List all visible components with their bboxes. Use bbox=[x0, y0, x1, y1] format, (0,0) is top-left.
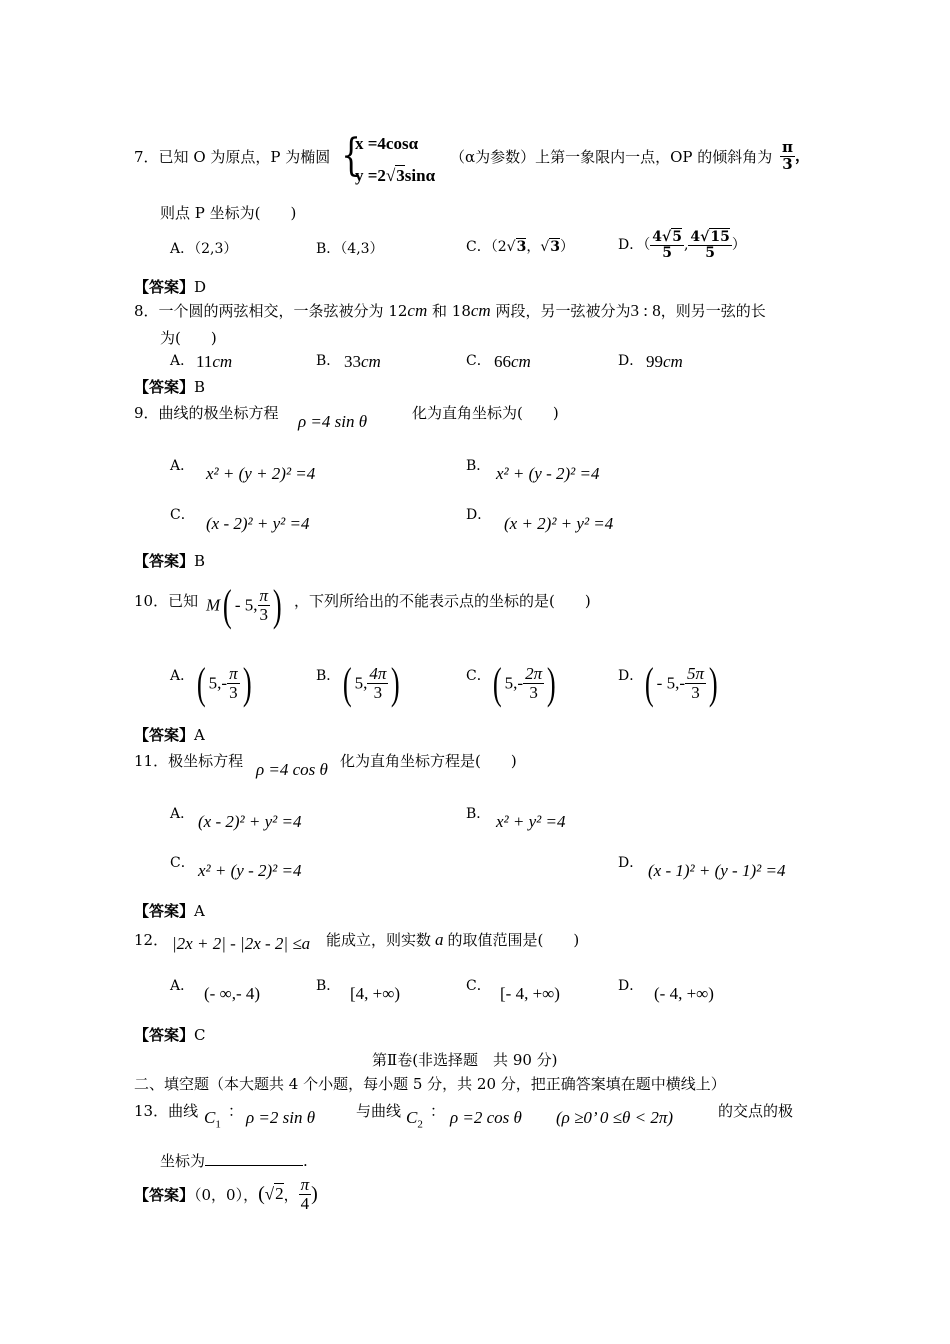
q13-colon2: ： bbox=[430, 1102, 446, 1120]
q9-option-b-label: B． bbox=[466, 458, 491, 474]
q10-option-d-label: D． bbox=[618, 668, 644, 684]
q11-option-a: (x - 2)² + y² =4 bbox=[198, 812, 302, 831]
q8-option-d: D． bbox=[618, 353, 644, 369]
q9-equation: ρ =4 sin θ bbox=[298, 412, 368, 431]
q11-line1-cont: 化为直角坐标方程是( ) bbox=[340, 752, 517, 770]
q13-curve-c2: $C_2$ bbox=[406, 1108, 423, 1131]
q8-option-c-val: 66cm bbox=[494, 352, 531, 371]
left-brace-icon: { bbox=[341, 130, 361, 181]
q12-option-d-label: D． bbox=[618, 978, 644, 994]
q9-answer: 【答案】B bbox=[134, 552, 206, 570]
q11-option-a-label: A． bbox=[170, 806, 195, 822]
q10-option-a-label: A． bbox=[170, 668, 195, 684]
q13-line2: 坐标为 . bbox=[160, 1152, 308, 1170]
q10-option-b-label: B． bbox=[316, 668, 341, 684]
q9-line1: 9．曲线的极坐标方程 bbox=[134, 404, 279, 422]
q9-option-d: (x + 2)² + y² =4 bbox=[504, 514, 614, 533]
q10-option-c-label: C． bbox=[466, 668, 491, 684]
q7-line1-cont: （α为参数）上第一象限内一点，OP 的倾斜角为 bbox=[450, 148, 773, 166]
q10-option-c: ( 5,- $\frac{2\pi}{3}$ ) bbox=[492, 659, 556, 708]
q10-option-a: ( 5,- $\frac{\pi}{3}$ ) bbox=[196, 659, 252, 708]
q13-colon1: ： bbox=[228, 1102, 244, 1120]
q12-option-a-label: A． bbox=[170, 978, 195, 994]
q9-option-c: (x - 2)² + y² =4 bbox=[206, 514, 310, 533]
q13-text-b: 与曲线 bbox=[356, 1102, 402, 1120]
q12-answer: 【答案】C bbox=[134, 1026, 206, 1044]
q13-text-c: 的交点的极 bbox=[718, 1102, 794, 1120]
q11-option-d: (x - 1)² + (y - 1)² =4 bbox=[648, 861, 786, 880]
q7-text: 已知 O 为原点，P 为椭圆 bbox=[158, 148, 331, 166]
q10-answer: 【答案】A bbox=[134, 726, 205, 744]
q13-answer: 【答案】（0，0），(√2， $\frac{\pi}{4}$ ) bbox=[134, 1175, 318, 1213]
q8-option-b: B． bbox=[316, 353, 341, 369]
q9-option-c-label: C． bbox=[170, 507, 195, 523]
q7-system-line2: y =2√3sinα bbox=[355, 166, 436, 185]
section-title: 第Ⅱ卷(非选择题 共 90 分) bbox=[372, 1051, 558, 1069]
q7-answer: 【答案】D bbox=[134, 278, 207, 296]
q8-line2: 为( ) bbox=[160, 329, 217, 347]
q11-equation: ρ =4 cos θ bbox=[256, 760, 328, 779]
q8-option-a: A． bbox=[170, 353, 195, 369]
q13-equation1: ρ =2 sin θ bbox=[246, 1108, 316, 1127]
q8-option-a-val: 11cm bbox=[196, 352, 233, 371]
q7-option-d: D．（ $\frac{4√5}{5}$ , $\frac{4√15}{5}$ ） bbox=[618, 229, 746, 261]
q8-option-d-val: 99cm bbox=[646, 352, 683, 371]
q9-option-b: x² + (y - 2)² =4 bbox=[496, 464, 600, 483]
q12-option-b: [4, +∞) bbox=[350, 984, 401, 1003]
q12-option-a: (- ∞,- 4) bbox=[204, 984, 261, 1003]
q10-line1: 10．已知 bbox=[134, 592, 199, 610]
q13-condition: (ρ ≥0’ 0 ≤θ < 2π) bbox=[556, 1108, 674, 1127]
answer-blank[interactable] bbox=[205, 1151, 303, 1166]
q12-option-b-label: B． bbox=[316, 978, 341, 994]
q7-angle: $\frac{\pi}{3}$ ， bbox=[782, 138, 810, 173]
q13-curve-c1: $C_1$ bbox=[204, 1108, 221, 1131]
q7-line1 bbox=[134, 146, 330, 167]
q7-line2: 则点 P 坐标为( ) bbox=[160, 204, 297, 222]
q11-option-d-label: D． bbox=[618, 855, 644, 871]
section-subtitle: 二、填空题（本大题共 4 个小题，每小题 5 分，共 20 分，把正确答案填在题中横线上） bbox=[134, 1075, 726, 1093]
q12-number: 12． bbox=[134, 931, 169, 949]
q8-answer: 【答案】B bbox=[134, 378, 206, 396]
q10-line1-cont: ，下列所给出的不能表示点的坐标的是( ) bbox=[294, 592, 591, 610]
q7-number: 7． bbox=[134, 148, 159, 166]
q9-line1-cont: 化为直角坐标为( ) bbox=[412, 404, 559, 422]
q8-option-c: C． bbox=[466, 353, 491, 369]
q8-option-b-val: 33cm bbox=[344, 352, 381, 371]
q7-system-line1: x =4cosα bbox=[355, 134, 419, 153]
q11-option-b-label: B． bbox=[466, 806, 491, 822]
q13-line1: 13．曲线 bbox=[134, 1102, 199, 1120]
q12-option-c: [- 4, +∞) bbox=[500, 984, 560, 1003]
q12-line1-cont: 能成立，则实数 a 的取值范围是( ) bbox=[326, 930, 580, 949]
q12-expression: |2x + 2| - |2x - 2| ≤a bbox=[172, 934, 311, 953]
q9-option-a: x² + (y + 2)² =4 bbox=[206, 464, 316, 483]
q13-equation2: ρ =2 cos θ bbox=[450, 1108, 522, 1127]
q10-option-d: ( - 5,- $\frac{5\pi}{3}$ ) bbox=[644, 659, 718, 708]
q7-option-c: C．（2√3，√3） bbox=[466, 239, 574, 255]
q11-option-c-label: C． bbox=[170, 855, 195, 871]
q11-option-b: x² + y² =4 bbox=[496, 812, 566, 831]
q11-option-c: x² + (y - 2)² =4 bbox=[198, 861, 302, 880]
q7-option-a: A．（2,3） bbox=[170, 241, 238, 257]
q10-option-b: ( 5, $\frac{4\pi}{3}$ ) bbox=[342, 659, 401, 708]
q7-option-b: B．（4,3） bbox=[316, 241, 384, 257]
q12-option-c-label: C． bbox=[466, 978, 491, 994]
q11-line1: 11．极坐标方程 bbox=[134, 752, 244, 770]
q9-option-d-label: D． bbox=[466, 507, 492, 523]
q8-line1: 8．一个圆的两弦相交，一条弦被分为 12cm 和 18cm 两段，另一弦被分为3 : 8，则另一弦的长 bbox=[134, 301, 766, 320]
q12-option-d: (- 4, +∞) bbox=[654, 984, 714, 1003]
q11-answer: 【答案】A bbox=[134, 902, 205, 920]
q9-option-a-label: A． bbox=[170, 458, 195, 474]
q10-point-m: M( - 5, $\frac{\pi}{3}$ ) bbox=[206, 581, 282, 630]
